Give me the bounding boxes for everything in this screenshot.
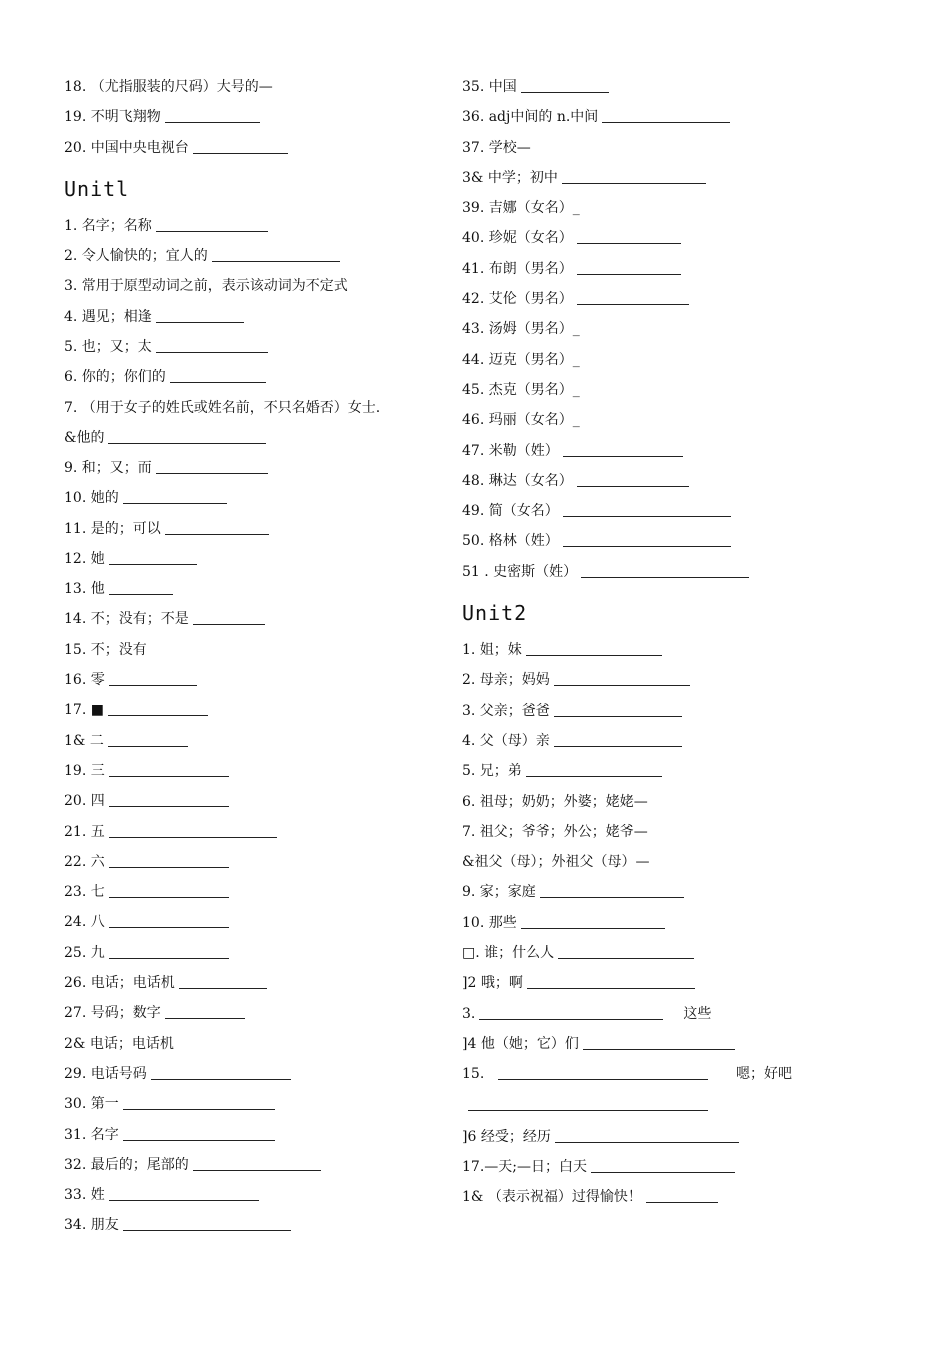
answer-blank[interactable]	[156, 217, 268, 232]
vocab-item	[64, 726, 424, 756]
answer-blank[interactable]	[583, 1035, 735, 1050]
item-text: 45. 杰克（男名）_	[462, 381, 580, 398]
answer-blank[interactable]	[468, 1096, 708, 1111]
answer-blank[interactable]	[521, 914, 665, 929]
item-text: 10. 她的	[64, 490, 119, 507]
item-text: 3& 中学；初中	[462, 169, 558, 186]
answer-blank[interactable]	[109, 580, 173, 595]
answer-blank[interactable]	[108, 732, 188, 747]
vocab-item	[462, 847, 792, 877]
answer-blank[interactable]	[193, 610, 265, 625]
item-text: 26. 电话；电话机	[64, 975, 175, 992]
answer-blank[interactable]	[577, 472, 689, 487]
vocab-item	[64, 362, 424, 392]
answer-blank[interactable]	[212, 247, 340, 262]
vocab-item	[64, 847, 424, 877]
vocab-item	[462, 726, 792, 756]
item-text: 20. 四	[64, 793, 105, 810]
vocab-item-continued	[462, 1090, 792, 1122]
vocab-item	[462, 1182, 792, 1212]
vocab-item	[64, 998, 424, 1028]
vocab-item	[462, 938, 792, 968]
vocab-item	[64, 453, 424, 483]
vocab-item	[64, 271, 424, 301]
item-text: 7. 祖父；爷爷；外公；姥爷—	[462, 823, 648, 840]
vocab-item	[64, 786, 424, 816]
item-text: ]2 哦；啊	[462, 975, 523, 992]
answer-blank[interactable]	[123, 1126, 275, 1141]
answer-blank[interactable]	[193, 1156, 321, 1171]
vocab-item	[462, 72, 792, 102]
vocab-item	[64, 211, 424, 241]
answer-blank[interactable]	[156, 338, 268, 353]
item-text: 25. 九	[64, 944, 105, 961]
answer-blank[interactable]	[563, 502, 731, 517]
vocab-item	[462, 968, 792, 998]
item-text: 17.—天;—日；白天	[462, 1158, 587, 1175]
vocab-item	[64, 302, 424, 332]
vocab-item	[462, 877, 792, 907]
item-text: 3. 常用于原型动词之前，表示该动词为不定式	[64, 278, 348, 295]
answer-blank[interactable]	[577, 260, 681, 275]
item-text: 1& （表示祝福）过得愉快！	[462, 1189, 642, 1206]
vocab-item	[64, 514, 424, 544]
item-text: 32. 最后的；尾部的	[64, 1156, 189, 1173]
item-text: 31. 名字	[64, 1126, 119, 1143]
vocab-item	[462, 1152, 792, 1182]
answer-blank[interactable]	[165, 520, 269, 535]
vocab-item	[64, 695, 424, 725]
answer-blank[interactable]	[109, 762, 229, 777]
vocab-item	[64, 877, 424, 907]
item-text: 46. 玛丽（女名）_	[462, 412, 580, 429]
answer-blank[interactable]	[123, 1095, 275, 1110]
item-suffix: 这些	[683, 1005, 712, 1022]
answer-blank[interactable]	[555, 1128, 739, 1143]
item-text: 27. 号码；数字	[64, 1005, 161, 1022]
answer-blank[interactable]	[526, 641, 662, 656]
item-text: 40. 珍妮（女名）	[462, 230, 573, 247]
item-text: &祖父（母）；外祖父（母）—	[462, 854, 650, 871]
vocab-item	[64, 817, 424, 847]
answer-blank[interactable]	[577, 229, 681, 244]
item-text: 22. 六	[64, 853, 105, 870]
item-text: 20. 中国中央电视台	[64, 139, 189, 156]
item-text: 3. 父亲；爸爸	[462, 702, 550, 719]
item-text: 37. 学校—	[462, 139, 531, 156]
answer-blank[interactable]	[646, 1188, 718, 1203]
vocab-item	[64, 907, 424, 937]
item-text: 36. adj中间的 n.中间	[462, 109, 599, 126]
vocab-item	[462, 375, 792, 405]
vocab-item	[462, 557, 792, 587]
answer-blank[interactable]	[540, 883, 684, 898]
answer-blank[interactable]	[562, 169, 706, 184]
answer-blank[interactable]	[526, 762, 662, 777]
vocab-item	[462, 405, 792, 435]
item-text: 44. 迈克（男名）_	[462, 351, 580, 368]
item-text: 49. 简（女名）	[462, 503, 559, 520]
vocab-item	[462, 999, 792, 1029]
vocab-item	[462, 314, 792, 344]
item-text: □. 谁；什么人	[462, 945, 555, 962]
answer-blank[interactable]	[558, 944, 694, 959]
vocab-item	[462, 1029, 792, 1059]
unit-heading: Unit2	[462, 601, 528, 626]
item-text: 17. ■	[64, 702, 104, 719]
vocab-item	[64, 423, 424, 453]
answer-blank[interactable]	[498, 1065, 708, 1080]
vocab-item	[462, 133, 792, 163]
vocab-item	[64, 1059, 424, 1089]
item-text: 9. 和；又；而	[64, 459, 152, 476]
vocab-item	[462, 284, 792, 314]
vocab-item	[462, 223, 792, 253]
item-text: 43. 汤姆（男名）_	[462, 321, 580, 338]
item-text: 51 . 史密斯（姓）	[462, 563, 578, 580]
right-column	[462, 72, 792, 1212]
answer-blank[interactable]	[151, 1065, 291, 1080]
answer-blank[interactable]	[109, 792, 229, 807]
answer-blank[interactable]	[521, 78, 609, 93]
item-text: 12. 她	[64, 550, 105, 567]
item-text: 34. 朋友	[64, 1217, 119, 1234]
vocab-item	[462, 526, 792, 556]
vocab-item	[64, 1120, 424, 1150]
item-text: 4. 父（母）亲	[462, 732, 550, 749]
answer-blank[interactable]	[563, 532, 731, 547]
item-text: 11. 是的；可以	[64, 520, 161, 537]
item-text: 1. 姐；妹	[462, 642, 522, 659]
item-text: 39. 吉娜（女名）_	[462, 200, 580, 217]
vocab-item	[462, 496, 792, 526]
answer-blank[interactable]	[591, 1158, 735, 1173]
unit-heading: Unitl	[64, 176, 130, 201]
vocab-item	[64, 332, 424, 362]
vocab-item: 7. （用于女子的姓氏或姓名前，不只名婚否）女士.	[64, 399, 381, 416]
item-text: 24. 八	[64, 914, 105, 931]
answer-blank[interactable]	[577, 290, 689, 305]
answer-blank[interactable]	[193, 139, 288, 154]
vocab-item	[462, 1122, 792, 1152]
vocab-item	[462, 696, 792, 726]
answer-blank[interactable]	[527, 974, 695, 989]
item-text: 16. 零	[64, 672, 105, 689]
item-text: 19. 三	[64, 762, 105, 779]
answer-blank[interactable]	[123, 1216, 291, 1231]
item-text: 21. 五	[64, 823, 105, 840]
answer-blank[interactable]	[179, 974, 267, 989]
vocab-item	[462, 345, 792, 375]
vocab-item	[64, 483, 424, 513]
item-text: 15.	[462, 1066, 485, 1083]
answer-blank[interactable]	[156, 308, 244, 323]
vocab-item	[64, 133, 424, 163]
item-text: 13. 他	[64, 581, 105, 598]
answer-blank[interactable]	[165, 1004, 245, 1019]
vocab-item	[462, 817, 792, 847]
vocab-item	[64, 635, 424, 665]
answer-blank[interactable]	[156, 459, 268, 474]
item-text: &他的	[64, 429, 105, 446]
answer-blank[interactable]	[109, 913, 229, 928]
item-text: 1& 二	[64, 732, 104, 749]
item-text: 41. 布朗（男名）	[462, 260, 573, 277]
vocab-item	[64, 102, 424, 132]
item-text: 14. 不；没有；不是	[64, 611, 189, 628]
vocab-item	[462, 102, 792, 132]
answer-blank[interactable]	[563, 442, 683, 457]
answer-blank[interactable]	[109, 883, 229, 898]
answer-blank[interactable]	[109, 1186, 259, 1201]
vocab-item	[64, 72, 424, 102]
answer-blank[interactable]	[479, 1005, 663, 1020]
item-text: 10. 那些	[462, 914, 517, 931]
item-text: 29. 电话号码	[64, 1065, 147, 1082]
answer-blank[interactable]	[109, 853, 229, 868]
vocab-item	[64, 604, 424, 634]
answer-blank[interactable]	[108, 701, 208, 716]
item-text: 33. 姓	[64, 1187, 105, 1204]
vocab-item	[462, 254, 792, 284]
answer-blank[interactable]	[165, 108, 260, 123]
vocab-item	[64, 1150, 424, 1180]
item-text: 5. 也；又；太	[64, 339, 152, 356]
answer-blank[interactable]	[109, 671, 197, 686]
answer-blank[interactable]	[123, 489, 227, 504]
item-text: 18. （尤指服装的尺码）大号的—	[64, 79, 273, 95]
vocab-item	[64, 756, 424, 786]
item-text: 15. 不；没有	[64, 641, 147, 658]
vocab-item	[462, 1059, 792, 1089]
item-text: 1. 名字；名称	[64, 217, 152, 234]
vocab-item	[64, 665, 424, 695]
answer-blank[interactable]	[602, 108, 730, 123]
vocab-item	[462, 163, 792, 193]
vocab-item	[462, 436, 792, 466]
vocab-item	[462, 466, 792, 496]
left-column	[64, 72, 424, 1241]
item-text: 5. 兄；弟	[462, 763, 522, 780]
answer-blank[interactable]	[109, 550, 197, 565]
vocab-item	[64, 241, 424, 271]
answer-blank[interactable]	[554, 671, 690, 686]
answer-blank[interactable]	[554, 732, 682, 747]
item-text: 9. 家；家庭	[462, 884, 536, 901]
answer-blank[interactable]	[108, 429, 266, 444]
item-text: 50. 格林（姓）	[462, 533, 559, 550]
item-text: ]6 经受；经历	[462, 1128, 551, 1145]
vocab-item	[64, 544, 424, 574]
item-text: 23. 七	[64, 884, 105, 901]
vocab-item	[64, 574, 424, 604]
vocab-item	[462, 787, 792, 817]
vocab-item	[64, 1180, 424, 1210]
item-text: 42. 艾伦（男名）	[462, 291, 573, 308]
item-text: 2. 令人愉快的；宜人的	[64, 248, 208, 265]
item-text: 30. 第一	[64, 1096, 119, 1113]
vocab-item	[64, 1029, 424, 1059]
answer-blank[interactable]	[109, 823, 277, 838]
vocab-item	[462, 756, 792, 786]
vocab-item	[64, 968, 424, 998]
answer-blank[interactable]	[170, 368, 266, 383]
vocab-item	[462, 665, 792, 695]
item-suffix: 嗯；好吧	[736, 1066, 792, 1083]
item-text: 48. 琳达（女名）	[462, 472, 573, 489]
item-text: 6. 你的；你们的	[64, 369, 166, 386]
vocab-item	[64, 1210, 424, 1240]
item-text: 2& 电话；电话机	[64, 1035, 174, 1052]
item-text: 2. 母亲；妈妈	[462, 672, 550, 689]
vocab-item	[462, 635, 792, 665]
answer-blank[interactable]	[581, 563, 749, 578]
item-text: 35. 中国	[462, 79, 517, 95]
answer-blank[interactable]	[109, 944, 229, 959]
vocab-item	[64, 1089, 424, 1119]
item-text: 19. 不明飞翔物	[64, 109, 161, 126]
item-text: 4. 遇见；相逢	[64, 308, 152, 325]
item-text: 3.	[462, 1005, 476, 1022]
item-text: ]4 他（她；它）们	[462, 1035, 579, 1052]
item-text: 47. 米勒（姓）	[462, 442, 559, 459]
vocab-item	[462, 908, 792, 938]
vocab-item	[462, 193, 792, 223]
vocab-item	[64, 938, 424, 968]
item-text: 6. 祖母；奶奶；外婆；姥姥—	[462, 793, 648, 810]
answer-blank[interactable]	[554, 702, 682, 717]
